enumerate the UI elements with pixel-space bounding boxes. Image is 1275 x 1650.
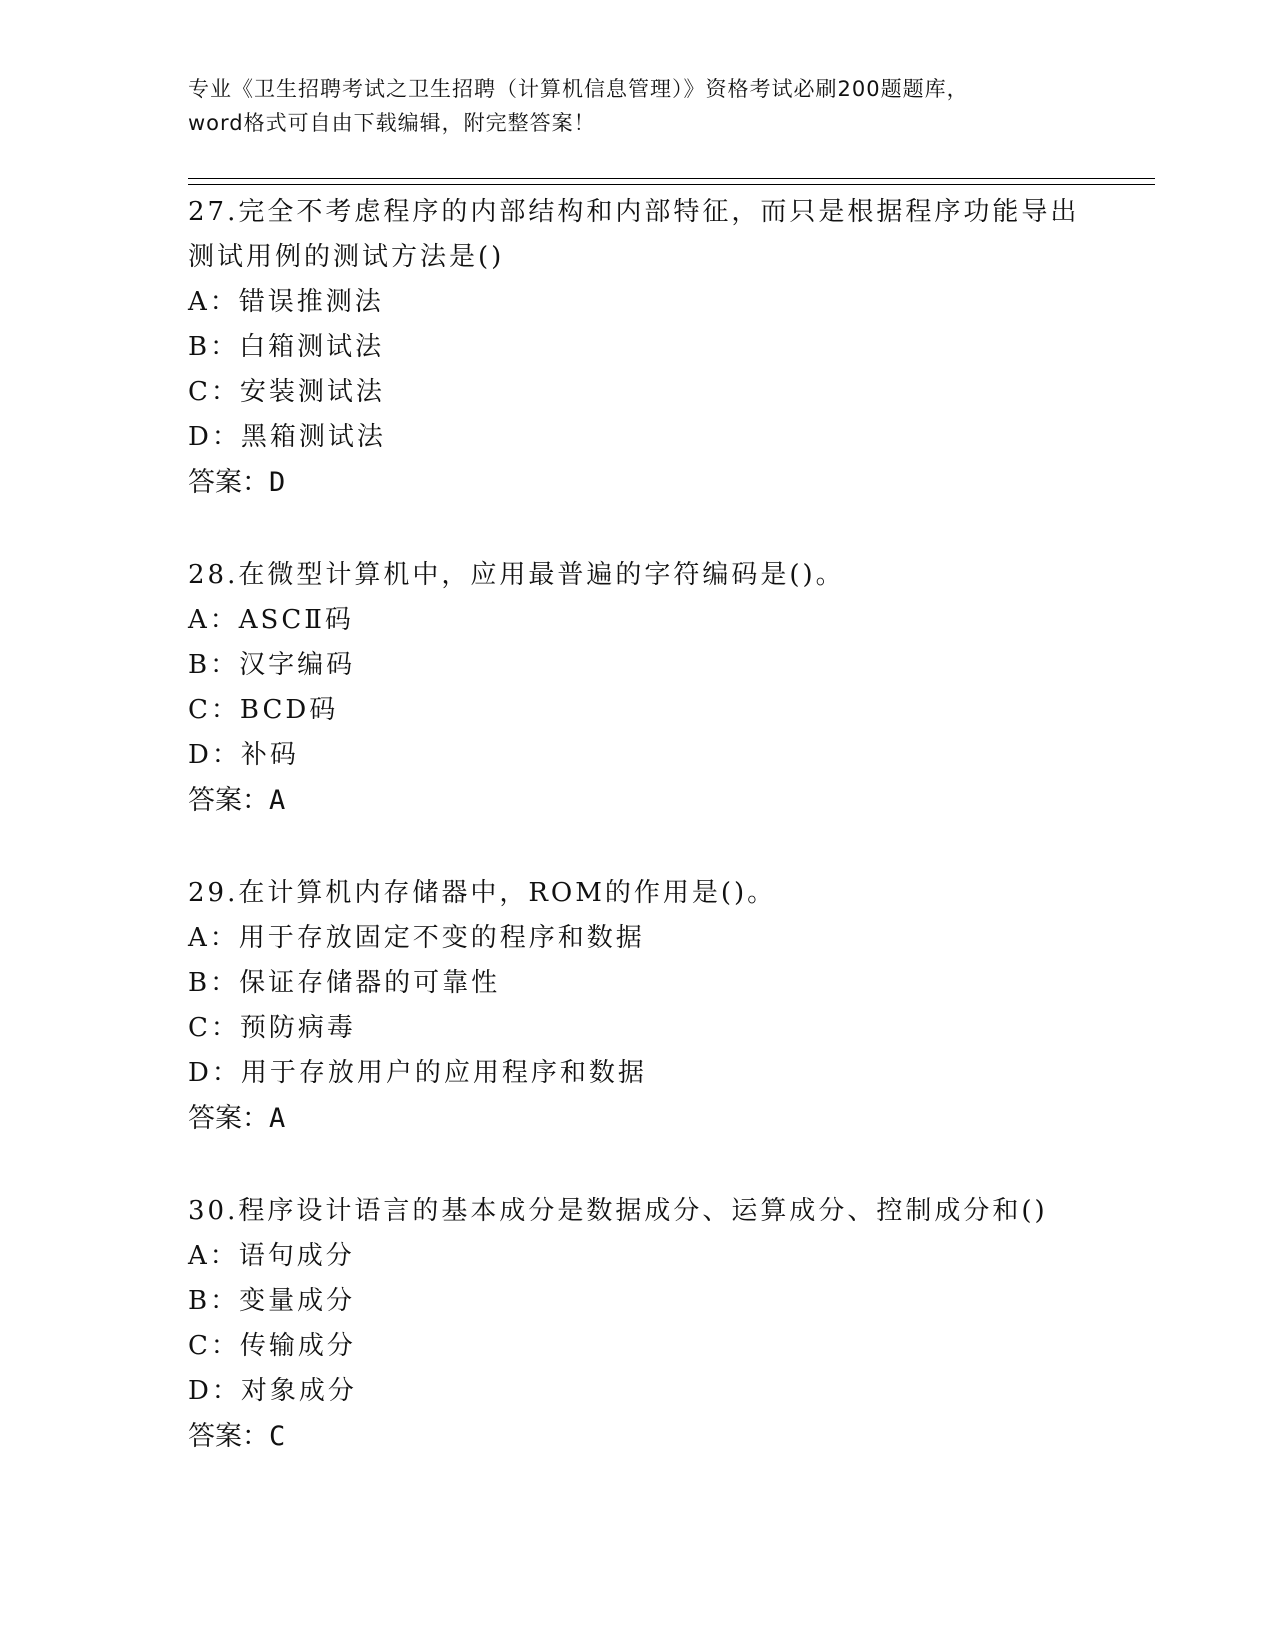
- answer-value: A: [269, 785, 286, 816]
- question-stem-line-1: 30.程序设计语言的基本成分是数据成分、运算成分、控制成分和(): [188, 1196, 1048, 1226]
- option-d: D：用于存放用户的应用程序和数据: [188, 1058, 647, 1088]
- option-c: C：预防病毒: [188, 1013, 356, 1043]
- question-list: [188, 190, 1088, 1507]
- option-c: C：安装测试法: [188, 377, 385, 407]
- option-d: D：补码: [188, 740, 299, 770]
- header-line-1: 专业《卫生招聘考试之卫生招聘（计算机信息管理）》资格考试必刷200题题库，: [188, 77, 969, 101]
- answer-line: [188, 778, 1088, 823]
- question-30: [188, 1189, 1088, 1459]
- option-d: D：对象成分: [188, 1376, 357, 1406]
- option-b: B：汉字编码: [188, 650, 356, 680]
- header-divider-top: [188, 178, 1155, 179]
- answer-value: D: [269, 467, 286, 498]
- option-b: B：变量成分: [188, 1286, 356, 1316]
- answer-line: [188, 1414, 1088, 1459]
- header-line-2: word格式可自由下载编辑，附完整答案！: [188, 111, 596, 135]
- question-stem-line-1: 27.完全不考虑程序的内部结构和内部特征，而只是根据程序功能导出: [188, 197, 1080, 227]
- question-28: [188, 553, 1088, 823]
- option-b: B：保证存储器的可靠性: [188, 968, 501, 998]
- question-29: [188, 871, 1088, 1141]
- answer-value: C: [269, 1421, 286, 1452]
- answer-label: 答案：: [188, 467, 269, 498]
- option-c: C：传输成分: [188, 1331, 356, 1361]
- question-stem-line-1: 29.在计算机内存储器中，ROM的作用是()。: [188, 878, 777, 908]
- answer-label: 答案：: [188, 1421, 269, 1452]
- answer-line: [188, 1096, 1088, 1141]
- option-a: A：错误推测法: [188, 287, 384, 317]
- answer-label: 答案：: [188, 785, 269, 816]
- question-stem-line-2: 测试用例的测试方法是(): [188, 242, 505, 272]
- document-header: [188, 72, 1088, 140]
- answer-value: A: [269, 1103, 286, 1134]
- option-c: C：BCD码: [188, 695, 339, 725]
- answer-line: [188, 460, 1088, 505]
- option-d: D：黑箱测试法: [188, 422, 386, 452]
- question-27: [188, 190, 1088, 505]
- header-divider-bottom: [188, 184, 1155, 185]
- option-b: B：白箱测试法: [188, 332, 385, 362]
- answer-label: 答案：: [188, 1103, 269, 1134]
- option-a: A：用于存放固定不变的程序和数据: [188, 923, 645, 953]
- option-a: A：语句成分: [188, 1241, 355, 1271]
- option-a: A：ASCⅡ码: [188, 605, 354, 635]
- question-stem-line-1: 28.在微型计算机中，应用最普遍的字符编码是()。: [188, 560, 845, 590]
